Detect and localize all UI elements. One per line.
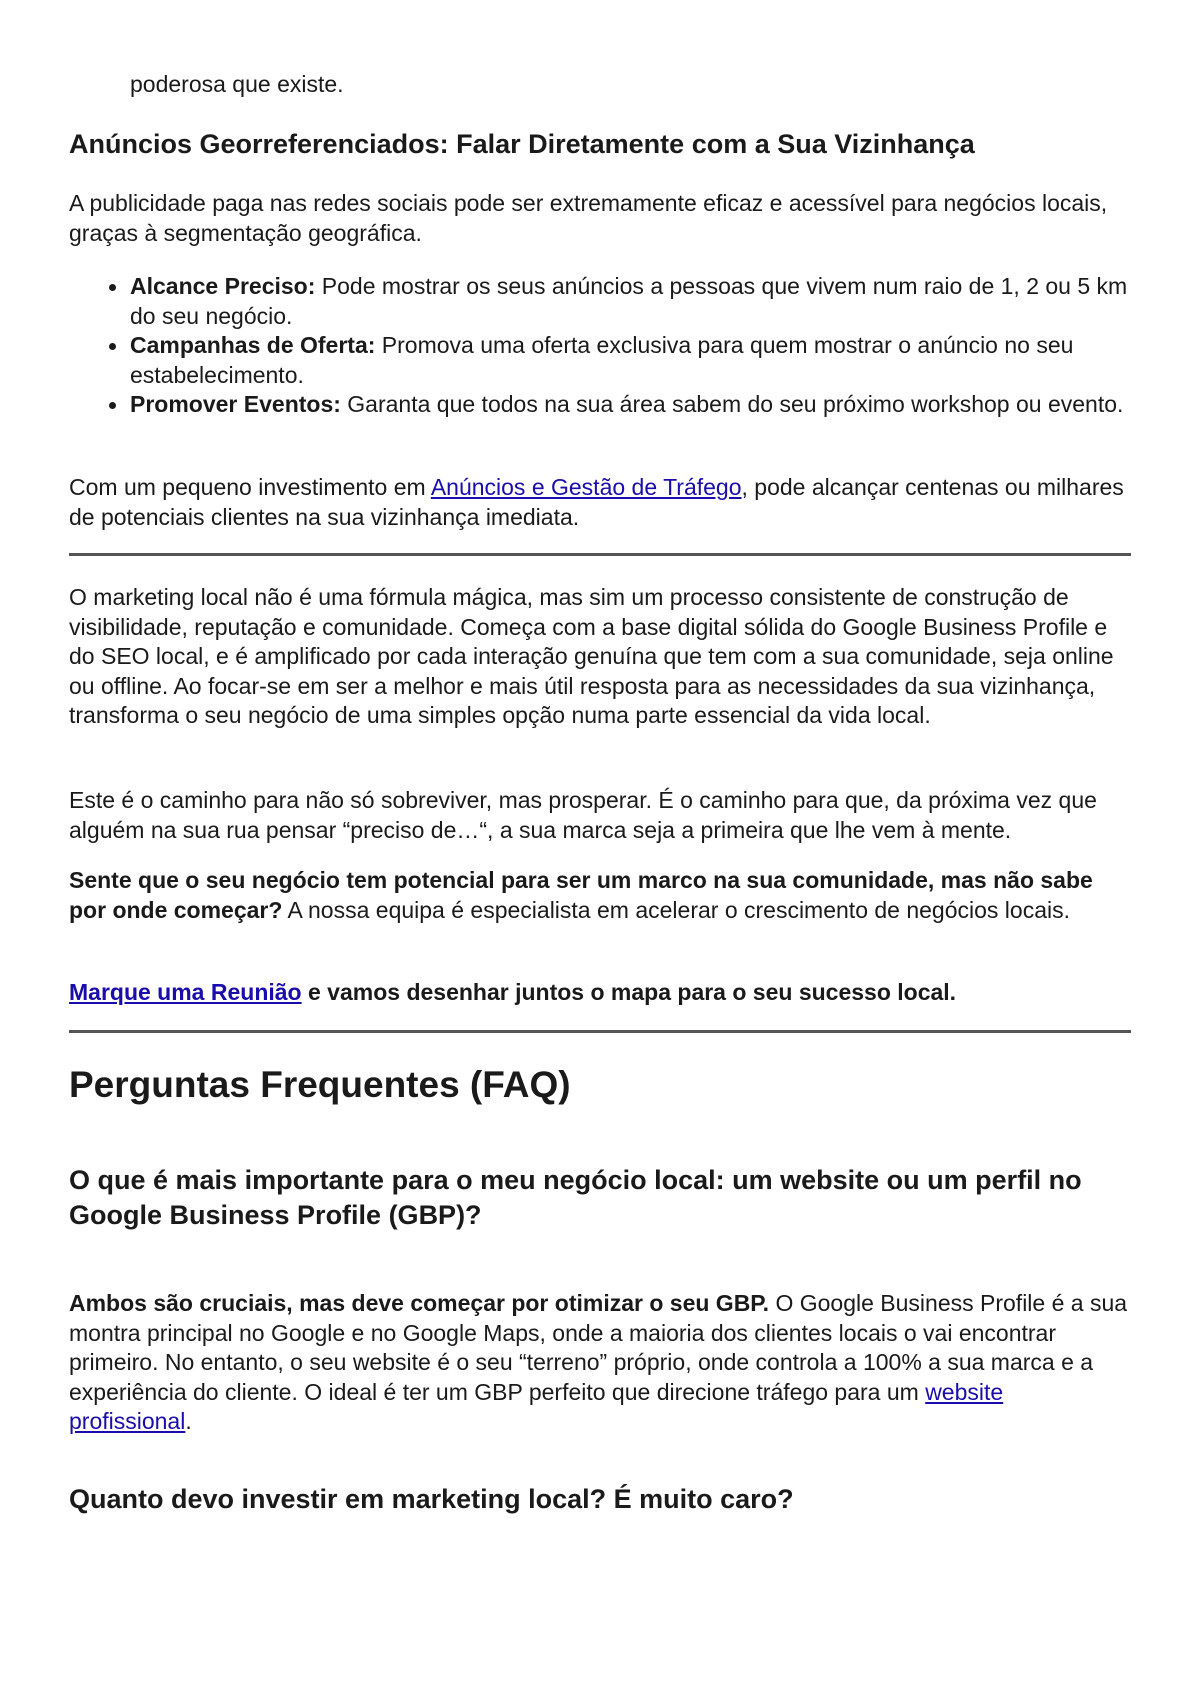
conclusion-answer: A nossa equipa é especialista em acelerar o crescimento de negócios locais. (282, 896, 1070, 923)
list-item (69, 272, 1131, 331)
conclusion-paragraph-1: O marketing local não é uma fórmula mágica, mas sim um processo consistente de construção de visibilidade, reputação e comunidade. Começa com a base digital sólida do Google Business Profile e do SEO local, e é amplificado por cada interação genuína que tem com a sua comunidade, seja online ou offline. Ao focar-se em ser a melhor e mais útil resposta para as necessidades da sua vizinhança, transforma o seu negócio de uma simples opção numa parte essencial da vida local. (69, 584, 1114, 728)
list-item-text: Promova uma oferta exclusiva para quem mostrar o anúncio no seu estabelecimento. (130, 332, 1074, 388)
outro-text-start: Com um pequeno investimento em (69, 474, 431, 500)
bullet-icon (109, 284, 116, 291)
book-meeting-link[interactable]: Marque uma Reunião (69, 979, 302, 1005)
list-item (69, 331, 1131, 390)
continuation-text: poderosa que existe. (130, 71, 344, 97)
cta-paragraph (69, 978, 1131, 1008)
faq-answer-1 (69, 1289, 1131, 1437)
faq-question-1: O que é mais importante para o meu negócio local: um website ou um perfil no Google Business Profile (GBP)? (69, 1165, 1082, 1230)
faq-answer-1-lead: Ambos são cruciais, mas deve começar por otimizar o seu GBP. (69, 1290, 770, 1316)
outro-text-end: , pode alcançar centenas ou milhares de potenciais clientes na sua vizinhança imediata. (69, 474, 1124, 530)
ads-traffic-link[interactable]: Anúncios e Gestão de Tráfego (430, 474, 742, 500)
divider (69, 553, 1131, 556)
faq-question-2: Quanto devo investir em marketing local? É muito caro? (69, 1484, 794, 1514)
geo-ads-heading: Anúncios Georreferenciados: Falar Diretamente com a Sua Vizinhança (69, 129, 975, 159)
list-item-term: Campanhas de Oferta: (130, 332, 376, 358)
bullet-icon (109, 343, 116, 350)
faq-answer-1-text: O Google Business Profile é a sua montra principal no Google e no Google Maps, onde a maioria dos clientes locais o vai encontrar primeiro. No entanto, o seu website é o seu “terreno” próprio, onde controla a 100% a sua marca e a experiência do cliente. O ideal é ter um GBP perfeito que direcione tráfego para um (69, 1290, 1128, 1405)
conclusion-question: Sente que o seu negócio tem potencial para ser um marco na sua comunidade, mas não sabe por onde começar? (69, 867, 1093, 923)
list-item-term: Promover Eventos: (130, 391, 341, 417)
list-item (69, 390, 1131, 420)
conclusion-paragraph-3 (69, 866, 1131, 925)
cta-text: e vamos desenhar juntos o mapa para o seu sucesso local. (301, 979, 957, 1005)
conclusion-paragraph-2: Este é o caminho para não só sobreviver, mas prosperar. É o caminho para que, da próxima vez que alguém na sua rua pensar “preciso de…“, a sua marca seja a primeira que lhe vem à mente. (69, 787, 1097, 843)
faq-answer-1-end: . (185, 1408, 192, 1434)
professional-website-link[interactable]: website profissional (69, 1378, 1004, 1434)
bullet-icon (109, 402, 116, 409)
faq-title: Perguntas Frequentes (FAQ) (69, 1064, 571, 1105)
geo-ads-intro: A publicidade paga nas redes sociais pode ser extremamente eficaz e acessível para negócios locais, graças à segmentação geográfica. (69, 190, 1108, 246)
list-item-text: Pode mostrar os seus anúncios a pessoas que vivem num raio de 1, 2 ou 5 km do seu negócio. (130, 273, 1128, 329)
geo-ads-outro (69, 473, 1131, 532)
divider (69, 1030, 1131, 1033)
geo-ads-list (69, 272, 1131, 420)
list-item-text: Garanta que todos na sua área sabem do seu próximo workshop ou evento. (340, 391, 1124, 417)
list-item-term: Alcance Preciso: (130, 273, 316, 299)
